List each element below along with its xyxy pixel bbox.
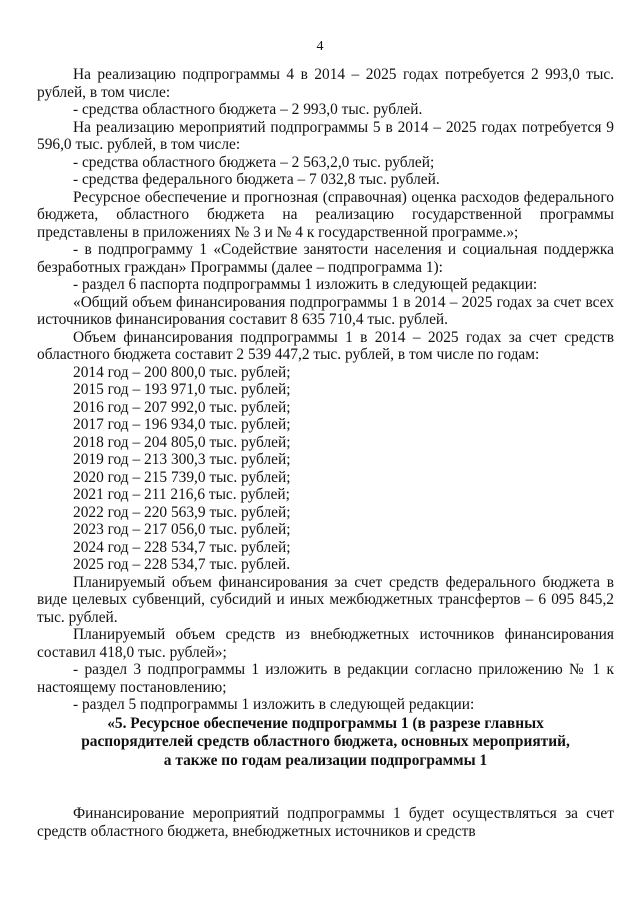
year-item: 2025 год – 228 534,7 тыс. рублей.	[73, 556, 291, 573]
year-item: 2023 год – 217 056,0 тыс. рублей;	[73, 521, 291, 538]
section-heading-line: распорядителей средств областного бюджета, основных мероприятий,	[81, 733, 570, 750]
paragraph-regional-budget-4: - средства областного бюджета – 2 993,0 тыс. рублей.	[73, 101, 423, 118]
paragraph-financing-sources: Финансирование мероприятий подпрограммы 1 будет осуществляться за счет средств областного бюджета, внебюджетных источников и средств	[37, 805, 614, 840]
paragraph-total-funding: «Общий объем финансирования подпрограммы 1 в 2014 – 2025 годах за счет всех источников финансирования составит 8 635 710,4 тыс. рублей.	[37, 293, 614, 328]
year-item: 2022 год – 220 563,9 тыс. рублей;	[73, 503, 291, 521]
page-number: 4	[316, 39, 324, 54]
year-item: 2015 год – 193 971,0 тыс. рублей;	[73, 381, 291, 398]
paragraph-passport-section6: - раздел 6 паспорта подпрограммы 1 изложить в следующей редакции:	[73, 276, 538, 293]
section-heading-line: а также по годам реализации подпрограммы 1	[163, 751, 488, 769]
document-body	[37, 66, 614, 840]
year-item: 2016 год – 207 992,0 тыс. рублей;	[73, 398, 291, 416]
paragraph-regional-funding: Объем финансирования подпрограммы 1 в 2014 – 2025 годах за счет средств областного бюджета составит 2 539 447,2 тыс. рублей, в том числе по годам:	[37, 328, 614, 363]
years-list	[37, 364, 614, 574]
paragraph-subprogram1-intro: - в подпрограмму 1 «Содействие занятости населения и социальная поддержка безработных граждан» Программы (далее – подпрограмма 1):	[37, 241, 614, 276]
section-heading-line: «5. Ресурсное обеспечение подпрограммы 1 (в разрезе главных	[107, 714, 544, 732]
paragraph-subprogram5-funding: На реализацию мероприятий подпрограммы 5 в 2014 – 2025 годах потребуется 9 596,0 тыс. рублей, в том числе:	[37, 118, 614, 153]
year-item: 2019 год – 213 300,3 тыс. рублей;	[73, 451, 291, 468]
year-item: 2018 год – 204 805,0 тыс. рублей;	[73, 433, 291, 451]
paragraph-subprogram4-funding: На реализацию подпрограммы 4 в 2014 – 2025 годах потребуется 2 993,0 тыс. рублей, в том числе:	[37, 66, 614, 101]
year-item: 2020 год – 215 739,0 тыс. рублей;	[73, 468, 291, 486]
paragraph-federal-budget-5: - средства федерального бюджета – 7 032,8 тыс. рублей.	[73, 171, 440, 188]
paragraph-regional-budget-5: - средства областного бюджета – 2 563,2,0 тыс. рублей;	[73, 153, 435, 171]
year-item: 2024 год – 228 534,7 тыс. рублей;	[73, 538, 291, 556]
year-item: 2014 год – 200 800,0 тыс. рублей;	[73, 363, 291, 381]
paragraph-section3: - раздел 3 подпрограммы 1 изложить в редакции согласно приложению № 1 к настоящему постановлению;	[37, 661, 614, 696]
paragraph-extrabudgetary: Планируемый объем средств из внебюджетных источников финансирования составил 418,0 тыс. рублей»;	[37, 626, 614, 661]
section-heading	[37, 715, 614, 770]
year-item: 2021 год – 211 216,6 тыс. рублей;	[73, 486, 290, 503]
paragraph-resource-provision: Ресурсное обеспечение и прогнозная (справочная) оценка расходов федерального бюджета, областного бюджета на реализацию государственной программы представлены в приложениях № 3 и № 4 к государственной программе.»;	[37, 188, 614, 241]
year-item: 2017 год – 196 934,0 тыс. рублей;	[73, 416, 291, 433]
paragraph-federal-funding: Планируемый объем финансирования за счет средств федерального бюджета в виде целевых субвенций, субсидий и иных межбюджетных трансфертов – 6 095 845,2 тыс. рублей.	[37, 573, 614, 626]
paragraph-section5: - раздел 5 подпрограммы 1 изложить в следующей редакции:	[73, 696, 475, 713]
